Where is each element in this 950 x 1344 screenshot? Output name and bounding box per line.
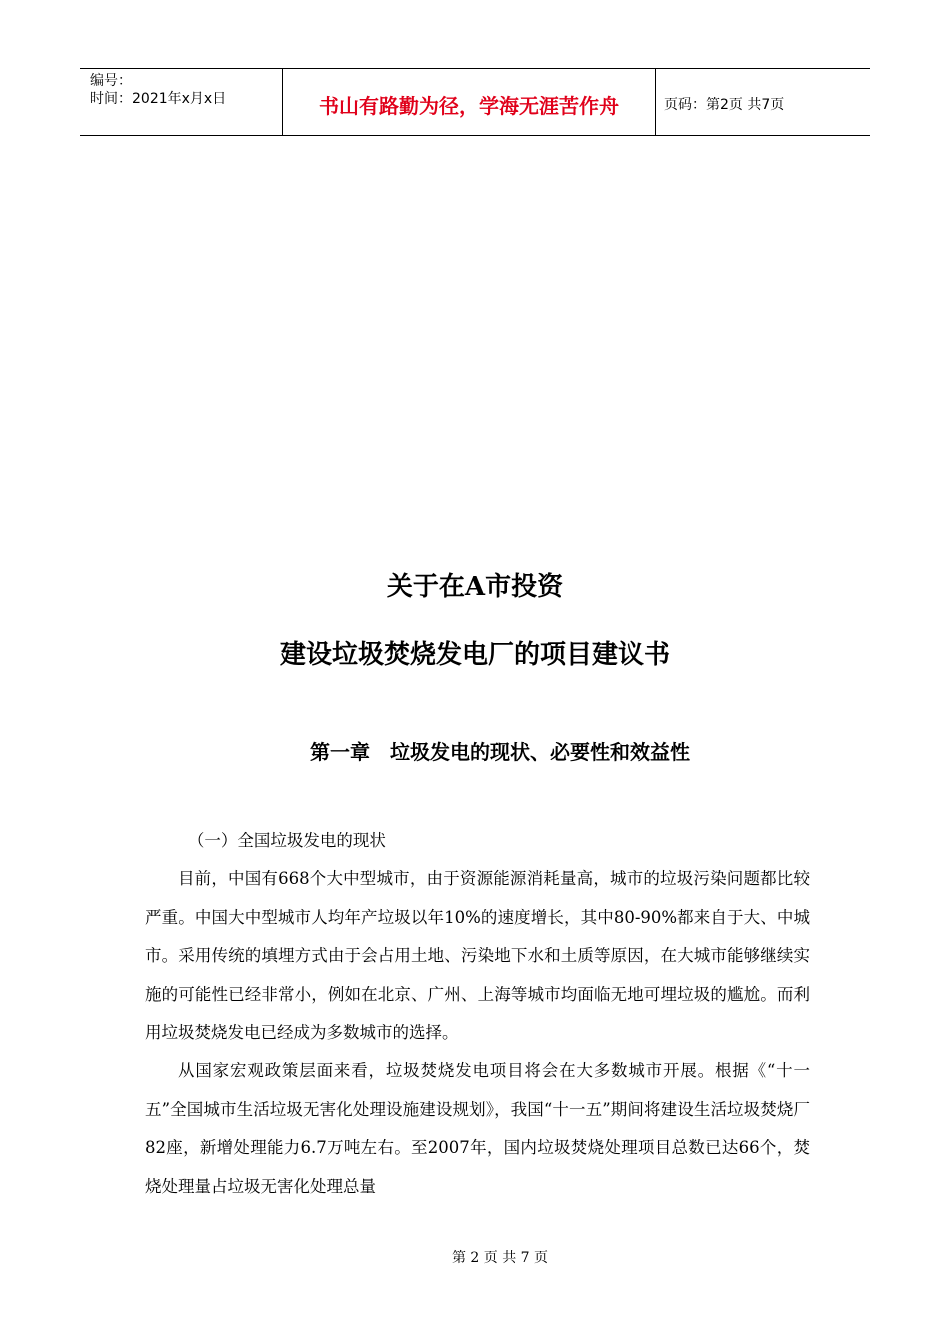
document-body <box>145 822 810 1206</box>
document-time-label: 时间：2021年x月x日 <box>90 91 227 107</box>
header-meta <box>80 69 282 135</box>
section-heading: （一）全国垃圾发电的现状 <box>187 831 386 850</box>
header-page-info: 页码：第2页 共7页 <box>664 97 785 113</box>
document-title-line2: 建设垃圾焚烧发电厂的项目建议书 <box>279 640 670 670</box>
paragraph: 目前，中国有668个大中型城市，由于资源能源消耗量高，城市的垃圾污染问题都比较严重。中国大中型城市人均年产垃圾以年10%的速度增长，其中80-90%都来自于大、中城市。采用传统的填埋方式由于会占用土地、污染地下水和土质等原因，在大城市能够继续实施的可能性已经非常小，例如在北京、广州、上海等城市均面临无地可埋垃圾的尴尬。而利用垃圾焚烧发电已经成为多数城市的选择。 <box>145 869 810 1043</box>
document-number-label: 编号： <box>90 73 132 89</box>
document-title-line1: 关于在A市投资 <box>386 572 564 602</box>
chapter-heading: 第一章 垃圾发电的现状、必要性和效益性 <box>310 740 690 764</box>
page-footer: 第 2 页 共 7 页 <box>451 1250 549 1266</box>
paragraph: 从国家宏观政策层面来看，垃圾焚烧发电项目将会在大多数城市开展。根据《“十一五”全国城市生活垃圾无害化处理设施建设规划》，我国“十一五”期间将建设生活垃圾焚烧厂82座，新增处理能力6.7万吨左右。至2007年，国内垃圾焚烧处理项目总数已达66个，焚烧处理量占垃圾无害化处理总量 <box>145 1061 810 1196</box>
header-table <box>80 68 870 136</box>
header-motto: 书山有路勤为径，学海无涯苦作舟 <box>282 69 656 135</box>
